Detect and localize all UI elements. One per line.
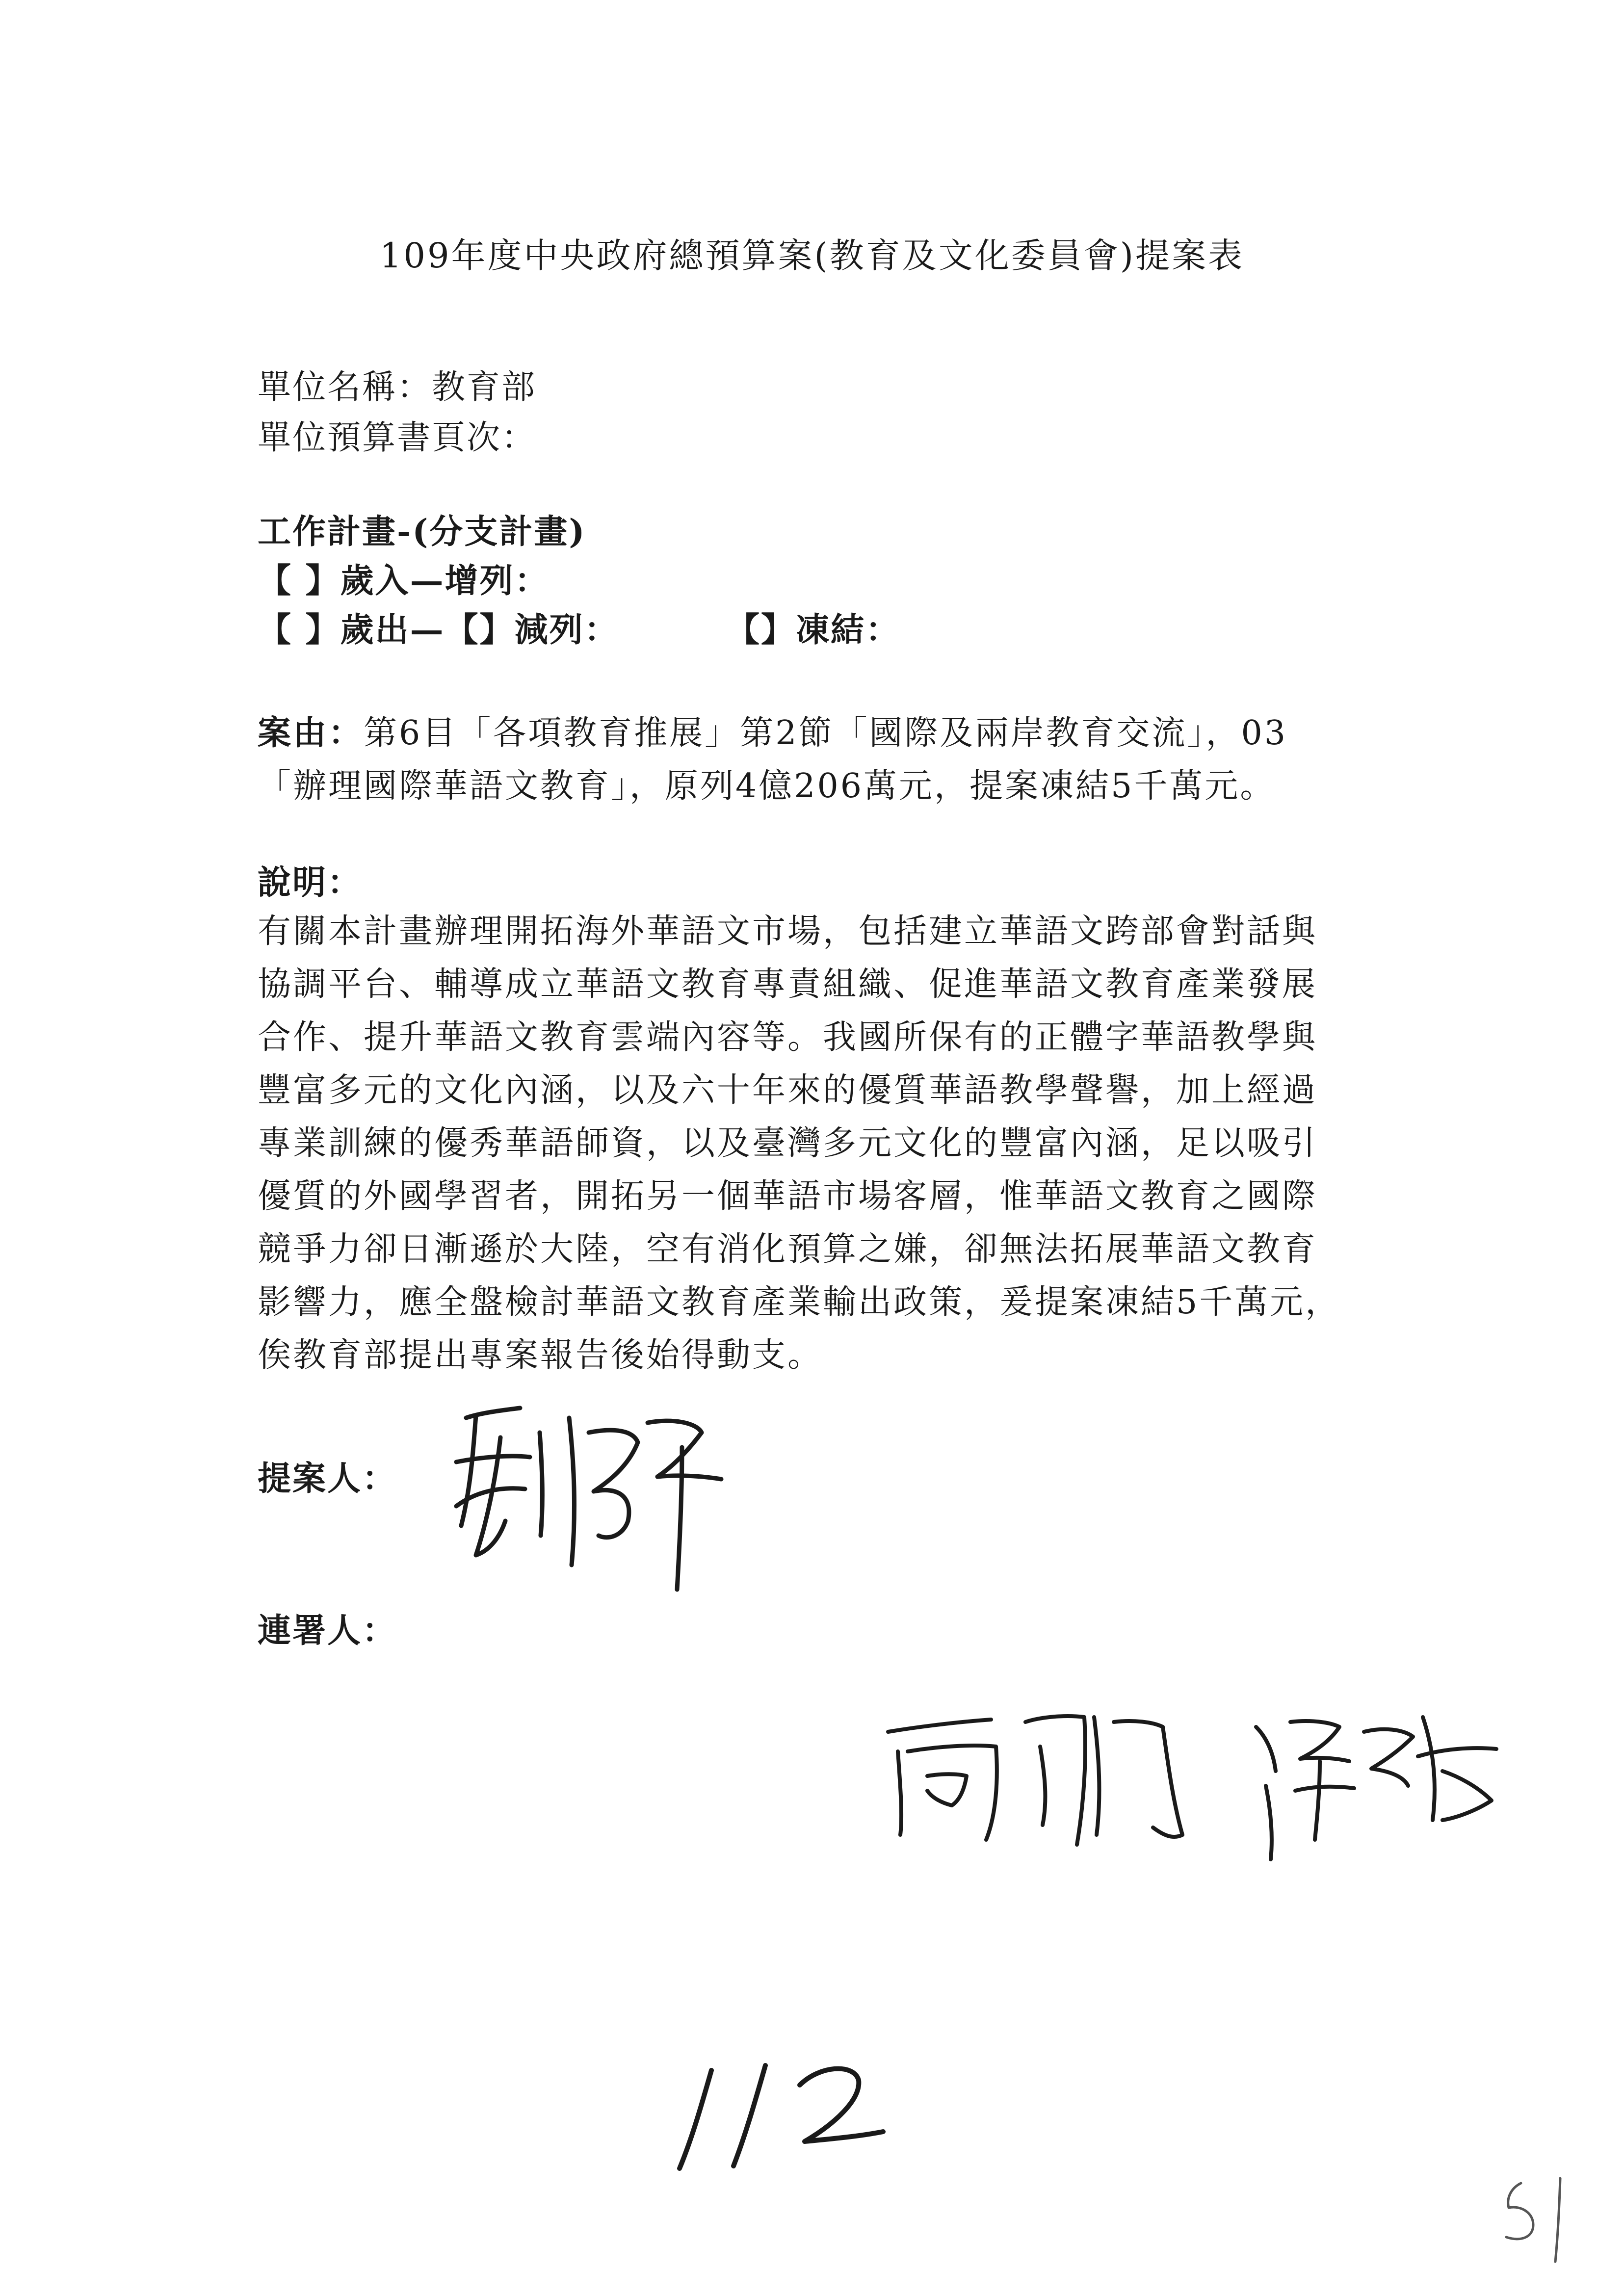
- handwritten-page-number: [657, 2051, 893, 2178]
- revenue-line: 【 】歲入—增列：: [258, 561, 550, 600]
- explanation-line: 有關本計畫辦理開拓海外華語文市場，包括建立華語文跨部會對話與: [258, 912, 1318, 951]
- case-reason-label: 案由：: [258, 713, 364, 753]
- unit-name: 單位名稱：教育部: [258, 368, 537, 407]
- explanation-line: 影響力，應全盤檢討華語文教育產業輸出政策，爰提案凍結5千萬元，: [258, 1283, 1341, 1322]
- explanation-line: 俟教育部提出專案報告後始得動支。: [258, 1336, 823, 1375]
- explanation-line: 合作、提升華語文教育雲端內容等。我國所保有的正體字華語教學與: [258, 1018, 1318, 1057]
- explanation-line: 豐富多元的文化內涵，以及六十年來的優質華語教學聲譽，加上經過: [258, 1071, 1318, 1110]
- proposer-signature: [427, 1388, 731, 1594]
- explanation-line: 優質的外國學習者，開拓另一個華語市場客層，惟華語文教育之國際: [258, 1177, 1318, 1216]
- freeze-label: 【】凍結：: [726, 610, 901, 650]
- unit-budget-page: 單位預算書頁次：: [258, 418, 537, 457]
- expenditure-line: 【 】歲出—【】減列：: [258, 610, 619, 650]
- cosigner-signature-2: [1246, 1697, 1521, 1874]
- explanation-line: 協調平台、輔導成立華語文教育專責組織、促進華語文教育產業發展: [258, 965, 1318, 1004]
- case-reason-line-2: 「辦理國際華語文教育」，原列4億206萬元，提案凍結5千萬元。: [258, 767, 1276, 806]
- explanation-body: [258, 905, 1435, 1382]
- case-reason: [258, 706, 1435, 813]
- case-reason-text-1: 第6目「各項教育推展」第2節「國際及兩岸教育交流」，03: [364, 714, 1288, 753]
- work-plan: 工作計畫-(分支計畫): [258, 512, 586, 551]
- page-title: 109年度中央政府總預算案(教育及文化委員會)提案表: [379, 235, 1245, 276]
- proposer-label: 提案人：: [258, 1459, 397, 1498]
- handwritten-corner-number: [1487, 2168, 1585, 2267]
- cosigner-label: 連署人：: [258, 1611, 397, 1650]
- explanation-label: 說明：: [258, 863, 363, 902]
- cosigner-signature-1: [878, 1688, 1192, 1864]
- case-reason-line-1: [258, 706, 1435, 760]
- explanation-line: 專業訓練的優秀華語師資，以及臺灣多元文化的豐富內涵，足以吸引: [258, 1124, 1318, 1163]
- explanation-line: 競爭力卻日漸遜於大陸，空有消化預算之嫌，卻無法拓展華語文教育: [258, 1230, 1318, 1269]
